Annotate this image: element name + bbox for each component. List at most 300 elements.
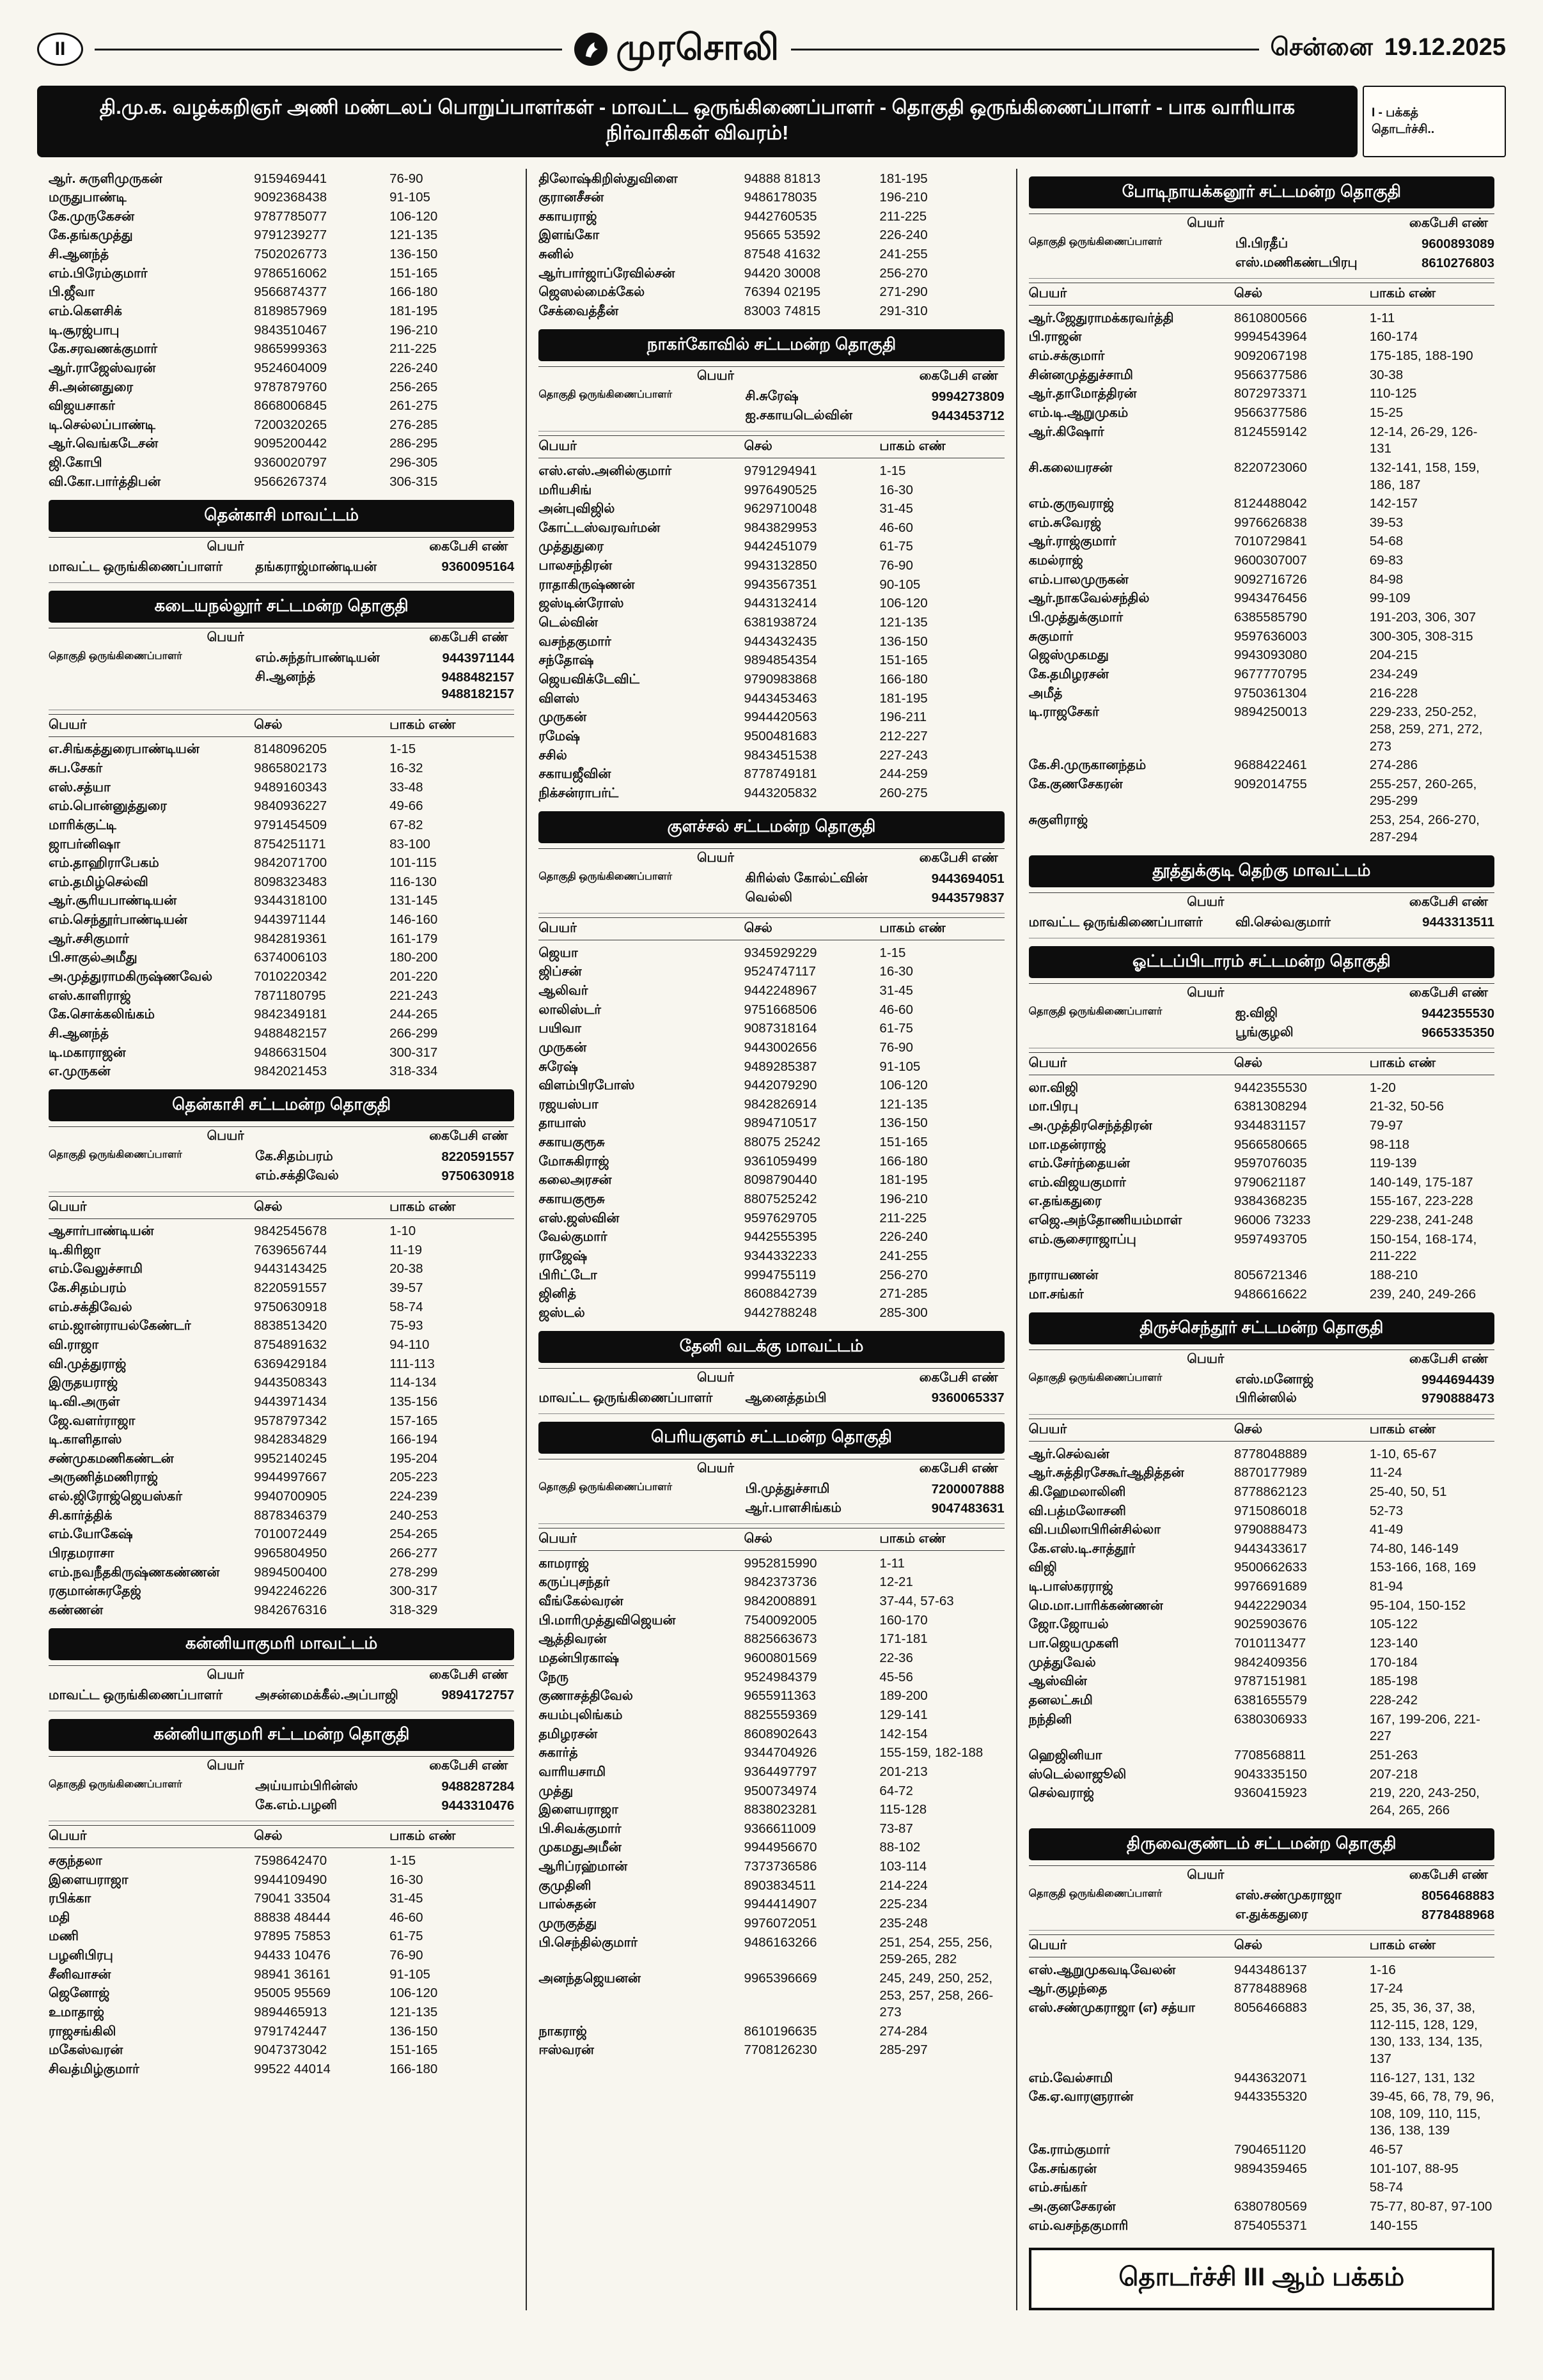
member-row <box>1029 1502 1494 1521</box>
district-coordinator-name: அசன்மைக்கீல்.அப்பாஜி <box>255 1688 398 1703</box>
member-phone: 8903834511 <box>744 1878 816 1893</box>
column-subheader <box>538 1459 1004 1479</box>
edition-date: 19.12.2025 <box>1384 34 1506 61</box>
member-name: சுகுளிராஜ் <box>1028 813 1088 828</box>
member-part-numbers: 151-165 <box>389 2042 438 2058</box>
member-row <box>538 1171 1004 1190</box>
coordinator-name: சி.சுரேஷ் <box>745 389 799 404</box>
member-phone: 8754891632 <box>254 1337 327 1352</box>
member-part-numbers: 216-228 <box>1369 685 1418 701</box>
member-row <box>49 1851 514 1871</box>
name-column-header: பெயர் <box>538 439 577 454</box>
member-row <box>538 1247 1004 1266</box>
member-row <box>1029 1980 1494 1999</box>
member-part-numbers: 181-195 <box>879 171 928 186</box>
member-phone: 9486631504 <box>254 1045 327 1060</box>
member-part-numbers: 256-265 <box>389 379 438 394</box>
member-part-numbers: 251, 254, 255, 256, 259-265, 282 <box>879 1934 993 1967</box>
member-row <box>1029 1784 1494 1820</box>
coordinator-phone <box>1422 236 1494 253</box>
member-phone: 7010220342 <box>254 969 327 984</box>
mobile-number-header: கைபேசி எண் <box>1409 985 1488 1000</box>
name-header: பெயர் <box>696 850 734 865</box>
member-part-numbers: 1-11 <box>879 1555 905 1571</box>
cell-column-header: செல் <box>1234 1938 1263 1953</box>
name-column-header: பெயர் <box>1028 1055 1067 1071</box>
member-row <box>49 397 514 416</box>
member-part-numbers: 285-297 <box>879 2042 928 2058</box>
coordinator-entries <box>1235 1372 1494 1408</box>
member-phone: 8610800566 <box>1234 310 1307 325</box>
member-row <box>49 740 514 759</box>
coordinator-name: பி.பிரதீப் <box>1235 236 1288 251</box>
member-row <box>538 1573 1004 1592</box>
member-phone: 9976626838 <box>1234 515 1307 530</box>
member-row <box>538 1876 1004 1895</box>
member-part-numbers: 166-180 <box>879 671 928 687</box>
member-phone: 8778048889 <box>1234 1446 1307 1461</box>
member-part-numbers: 261-275 <box>389 398 438 414</box>
member-row <box>538 1038 1004 1057</box>
coordinator-entry <box>1235 1390 1494 1408</box>
member-phone: 9443132414 <box>744 596 817 611</box>
coordinator-phone <box>932 1500 1005 1518</box>
member-phone: 6381308294 <box>1234 1099 1307 1114</box>
member-phone: 96006 73233 <box>1234 1213 1311 1228</box>
district-coordinator-block <box>49 537 514 583</box>
name-header: பெயர் <box>1187 1351 1225 1366</box>
part-column-header: பாகம் எண் <box>389 717 456 732</box>
member-phone: 8825663673 <box>744 1631 817 1647</box>
member-name: பா.ஜெயமுகளி <box>1028 1636 1119 1651</box>
member-row <box>538 651 1004 671</box>
mobile-number-header: கைபேசி எண் <box>919 1461 998 1476</box>
member-part-numbers: 121-135 <box>389 228 438 243</box>
member-part-numbers: 61-75 <box>389 1929 423 1944</box>
member-name: பி.சிவக்குமார் <box>538 1821 622 1836</box>
member-name: ஆஸ்வின் <box>1028 1674 1087 1689</box>
member-name: அருணித்மணிராஜ் <box>49 1470 159 1485</box>
member-row <box>1029 458 1494 494</box>
member-part-numbers: 121-135 <box>879 615 928 630</box>
member-row <box>49 207 514 226</box>
member-row <box>1029 1266 1494 1286</box>
cell-column-header: செல் <box>744 921 772 936</box>
phone-number: 8778488968 <box>1421 1907 1494 1922</box>
district-coordinator-phone: 9360065337 <box>931 1390 1005 1406</box>
member-row <box>538 1706 1004 1725</box>
member-phone: 9597629705 <box>744 1210 817 1225</box>
coordinator-entries <box>1235 236 1494 272</box>
section-header: தேனி வடக்கு மாவட்டம் <box>538 1331 1004 1363</box>
name-column-header: பெயர் <box>49 1199 87 1214</box>
member-name: கே.தமிழரசன் <box>1028 666 1109 681</box>
coordinator-entry <box>746 871 1005 888</box>
member-row <box>49 759 514 778</box>
member-part-numbers: 37-44, 57-63 <box>879 1594 954 1609</box>
member-row <box>538 727 1004 746</box>
member-name: ராஜசங்கிலி <box>49 2023 116 2039</box>
member-phone: 9790888473 <box>1234 1522 1307 1537</box>
member-part-numbers: 106-120 <box>879 596 928 611</box>
member-phone: 7010072449 <box>254 1527 327 1542</box>
member-name: ஹெஜினியா <box>1028 1747 1102 1762</box>
member-row <box>1029 423 1494 458</box>
coordinator-phone <box>1422 1888 1494 1905</box>
member-name: பி.முத்துக்குமார் <box>1028 610 1124 625</box>
member-part-numbers: 83-100 <box>389 836 430 852</box>
member-name: அ.முத்துராமகிருஷ்ணவேல் <box>49 969 213 984</box>
member-phone: 9894500400 <box>254 1564 327 1580</box>
member-row <box>538 944 1004 963</box>
member-phone: 9688422461 <box>1234 758 1307 773</box>
district-coordinator-row <box>1029 913 1494 934</box>
member-part-numbers: 75-93 <box>389 1318 423 1334</box>
constituency-coordinator-label: தொகுதி ஒருங்கிணைப்பாளர் <box>538 871 673 882</box>
cell-column-header: செல் <box>1234 1055 1263 1071</box>
coordinator-phone <box>1422 1025 1494 1042</box>
district-coordinator-name: ஆனைத்தம்பி <box>745 1390 827 1406</box>
member-phone: 9443002656 <box>744 1039 817 1055</box>
coordinator-phone <box>441 1778 514 1796</box>
member-phone: 9843829953 <box>744 520 817 535</box>
member-name: அனந்தஜெயனன் <box>538 1970 641 1986</box>
member-phone: 9791742447 <box>254 2023 327 2039</box>
member-part-numbers: 254-265 <box>389 1527 438 1542</box>
member-part-numbers: 39-57 <box>389 1280 423 1296</box>
member-part-numbers: 1-15 <box>389 1853 416 1868</box>
member-row <box>49 835 514 854</box>
name-header: பெயர் <box>207 1129 244 1144</box>
member-phone: 8778488968 <box>1234 1981 1307 1996</box>
member-phone: 9443453463 <box>744 690 817 706</box>
member-part-numbers: 58-74 <box>389 1299 423 1314</box>
member-phone: 83003 74815 <box>744 303 821 318</box>
name-header: பெயர் <box>696 1371 734 1385</box>
member-row <box>1029 1482 1494 1502</box>
member-part-numbers: 105-122 <box>1369 1617 1418 1632</box>
member-part-numbers: 1-15 <box>879 945 906 960</box>
member-phone: 9443205832 <box>744 785 817 800</box>
member-name: ஜிப்சன் <box>538 964 582 979</box>
member-part-numbers: 46-57 <box>1369 2142 1404 2158</box>
member-row <box>49 472 514 492</box>
member-row <box>538 765 1004 784</box>
member-name: டி.கிரிஜா <box>49 1242 101 1257</box>
member-name: கி.ஹேமலாலினி <box>1028 1484 1126 1499</box>
member-phone: 9578797342 <box>254 1413 327 1428</box>
mobile-number-header: கைபேசி எண் <box>919 1371 998 1385</box>
member-row <box>1029 1559 1494 1578</box>
member-phone: 9087318164 <box>744 1021 817 1036</box>
member-name: சி.அன்னதுரை <box>49 379 134 394</box>
part-column-header: பாகம் எண் <box>1369 1055 1436 1071</box>
member-row <box>1029 1653 1494 1672</box>
member-name: சகாயகுரூசு <box>538 1135 605 1150</box>
member-name: எஜெ.அந்தோணியம்மாள் <box>1028 1213 1182 1228</box>
coordinator-entries <box>746 1481 1005 1517</box>
list-column-headers <box>1029 283 1494 306</box>
member-name: நேரு <box>538 1669 569 1684</box>
member-name: எம்.வேலுச்சாமி <box>49 1261 143 1277</box>
member-part-numbers: 180-200 <box>389 950 438 965</box>
member-name: எ.முருகன் <box>49 1064 111 1079</box>
member-phone: 9500481683 <box>744 728 817 743</box>
member-row <box>49 435 514 454</box>
member-part-numbers: 166-194 <box>389 1432 438 1447</box>
member-part-numbers: 15-25 <box>1369 405 1404 420</box>
phone-number: 9488482157 <box>441 669 515 685</box>
constituency-coordinator-label: தொகுதி ஒருங்கிணைப்பாளர் <box>538 389 673 401</box>
member-name: எஸ்.சண்முகராஜா (எ) சத்யா <box>1028 2000 1195 2015</box>
member-phone: 9442760535 <box>744 208 817 224</box>
member-name: சுகார்த் <box>538 1745 578 1761</box>
member-part-numbers: 110-125 <box>1369 386 1417 401</box>
member-name: சகாயஜீவின் <box>538 766 611 782</box>
member-phone: 9943093080 <box>1234 648 1307 663</box>
member-name: கே.சரவணக்குமார் <box>49 341 158 357</box>
constituency-coordinator-block <box>538 848 1004 914</box>
member-name: எம்.பொன்னுத்துரை <box>49 798 167 814</box>
edition-info <box>1271 34 1506 65</box>
member-name: சகுந்தலா <box>49 1853 102 1868</box>
coordinator-entry <box>1235 1025 1494 1042</box>
member-name: மெ.மா.பாரிக்கண்ணன் <box>1028 1598 1163 1613</box>
rooster-emblem-icon <box>574 32 608 66</box>
member-name: சுயம்புலிங்கம் <box>538 1707 623 1722</box>
member-row <box>1029 385 1494 404</box>
member-part-numbers: 106-120 <box>389 1986 438 2001</box>
member-phone: 8754055371 <box>1234 2218 1307 2233</box>
member-part-numbers: 271-290 <box>879 284 928 300</box>
member-part-numbers: 166-180 <box>389 2061 438 2076</box>
member-phone: 9047373042 <box>254 2042 327 2058</box>
member-row <box>538 1077 1004 1096</box>
member-phone: 8807525242 <box>744 1192 817 1207</box>
member-row <box>538 784 1004 803</box>
member-row <box>538 1095 1004 1114</box>
member-phone: 8778749181 <box>744 766 817 782</box>
member-part-numbers: 181-195 <box>879 1172 928 1188</box>
member-name: காமராஜ் <box>538 1555 590 1571</box>
member-name: இளையராஜா <box>49 1872 129 1887</box>
member-part-numbers: 39-53 <box>1369 515 1404 530</box>
coordinator-name: பி.முத்துச்சாமி <box>745 1481 830 1497</box>
member-part-numbers: 274-286 <box>1369 758 1418 773</box>
member-name: லா.விஜி <box>1028 1080 1079 1095</box>
member-phone: 9486178035 <box>744 190 817 205</box>
member-row <box>1029 665 1494 684</box>
member-row <box>538 632 1004 651</box>
coordinator-name: சி.ஆனந்த் <box>255 669 316 684</box>
name-column-header: பெயர் <box>49 1828 87 1844</box>
member-row <box>1029 2141 1494 2160</box>
member-phone: 9597076035 <box>1234 1156 1307 1171</box>
coordinator-entries <box>255 650 514 703</box>
district-coordinator-block <box>49 1665 514 1711</box>
coordinator-entry <box>746 389 1005 406</box>
coordinator-phone <box>932 871 1005 888</box>
member-list <box>1029 1078 1494 1305</box>
constituency-coordinator-row <box>49 1777 514 1817</box>
section-header: தென்காசி சட்டமன்ற தொகுதி <box>49 1089 514 1121</box>
list-column-headers <box>538 435 1004 458</box>
member-phone: 9524747117 <box>744 964 816 979</box>
member-part-numbers: 181-195 <box>879 690 928 706</box>
page-number-badge: II <box>37 33 83 66</box>
cell-column-header: செல் <box>1234 1422 1263 1437</box>
member-name: சி.ஆனந்த் <box>49 1025 109 1041</box>
member-phone: 9500662633 <box>1234 1560 1307 1575</box>
column-subheader <box>538 366 1004 387</box>
member-row <box>49 1506 514 1525</box>
member-row <box>49 1043 514 1062</box>
member-name: எம்.பாலமுருகன் <box>1028 572 1129 587</box>
member-phone: 9715086018 <box>1234 1503 1307 1518</box>
constituency-coordinator-row <box>1029 1004 1494 1044</box>
member-phone: 8870177989 <box>1234 1465 1307 1481</box>
member-part-numbers: 286-295 <box>389 436 438 451</box>
constituency-coordinator-block <box>49 1126 514 1192</box>
member-phone: 9600801569 <box>744 1651 817 1666</box>
member-name: சி.கலையரசன் <box>1028 460 1113 475</box>
section-header: திருச்செந்தூர் சட்டமன்ற தொகுதி <box>1029 1312 1494 1344</box>
member-name: முருகன் <box>538 1039 587 1055</box>
constituency-coordinator-block <box>49 628 514 710</box>
phone-number: 9443971144 <box>442 650 515 665</box>
coordinator-entry <box>1235 236 1494 253</box>
column-subheader <box>49 1756 514 1777</box>
member-row <box>1029 328 1494 347</box>
member-phone: 9566267374 <box>254 474 327 489</box>
member-part-numbers: 129-141 <box>879 1707 928 1722</box>
section-header: ஓட்டப்பிடாரம் சட்டமன்ற தொகுதி <box>1029 946 1494 978</box>
member-row <box>1029 627 1494 646</box>
column-subheader <box>1029 892 1494 913</box>
member-name: சி.கார்த்திக் <box>49 1507 113 1523</box>
member-phone: 9894854354 <box>744 653 817 668</box>
name-header: பெயர் <box>696 369 734 384</box>
member-row <box>538 481 1004 500</box>
name-column-header: பெயர் <box>1028 1938 1067 1953</box>
member-row <box>49 1024 514 1043</box>
member-part-numbers: 241-255 <box>879 1248 928 1263</box>
member-part-numbers: 211-225 <box>879 1210 927 1225</box>
member-row <box>49 1488 514 1507</box>
member-part-numbers: 1-15 <box>879 463 906 478</box>
member-name: எல்.ஜிரோஜ்ஜெயஸ்கர் <box>49 1489 182 1504</box>
member-part-numbers: 161-179 <box>389 931 438 946</box>
constituency-coordinator-row <box>1029 1886 1494 1926</box>
member-name: சிவத்மிழ்குமார் <box>49 2061 139 2076</box>
member-name: எம்.வேல்சாமி <box>1028 2070 1113 2085</box>
member-part-numbers: 240-253 <box>389 1507 438 1523</box>
member-name: எம்.சங்கர் <box>1028 2180 1087 2195</box>
member-row <box>538 1895 1004 1915</box>
member-part-numbers: 22-36 <box>879 1651 913 1666</box>
member-phone: 9944414907 <box>744 1897 817 1912</box>
coordinator-phone <box>932 890 1005 907</box>
coordinator-name: எஸ்.சண்முகராஜா <box>1235 1887 1342 1902</box>
coordinator-entries <box>746 389 1005 424</box>
member-row <box>1029 703 1494 756</box>
section-header: குளச்சல் சட்டமன்ற தொகுதி <box>538 811 1004 843</box>
member-part-numbers: 61-75 <box>879 1021 913 1036</box>
name-header: பெயர் <box>696 1461 734 1476</box>
member-name: ஆர்பார்ஜாப்ரேவில்சன் <box>538 265 675 281</box>
member-name: பி.சாகுல்அமீது <box>49 950 137 965</box>
coordinator-entry <box>255 1149 514 1166</box>
cell-column-header: செல் <box>1234 286 1263 301</box>
member-phone: 8608842739 <box>744 1286 817 1302</box>
member-name: ஆர்.வெங்கடேசன் <box>49 436 159 451</box>
member-row <box>49 1890 514 1909</box>
member-name: வேல்குமார் <box>538 1229 607 1245</box>
member-name: அ.குனசேகரன் <box>1028 2199 1116 2214</box>
member-phone: 9092716726 <box>1234 572 1307 587</box>
member-name: விளஸ் <box>538 690 580 706</box>
coordinator-entry <box>746 408 1005 425</box>
member-part-numbers: 155-167, 223-228 <box>1369 1194 1473 1209</box>
member-phone: 8189857969 <box>254 303 327 318</box>
member-phone: 7200320265 <box>254 417 327 432</box>
member-row <box>1029 533 1494 552</box>
member-row <box>49 1222 514 1241</box>
member-part-numbers: 106-120 <box>879 1078 928 1093</box>
phone-number: 8220591557 <box>441 1149 515 1165</box>
member-phone: 9976490525 <box>744 482 817 497</box>
member-row <box>1029 366 1494 385</box>
member-row <box>49 340 514 359</box>
district-coordinator-label: மாவட்ட ஒருங்கிணைப்பாளர் <box>49 1688 223 1703</box>
constituency-coordinator-label: தொகுதி ஒருங்கிணைப்பாளர் <box>1028 1006 1163 1017</box>
member-row <box>1029 1192 1494 1211</box>
member-part-numbers: 205-223 <box>389 1470 438 1485</box>
member-row <box>49 2022 514 2041</box>
district-coordinator-phone: 9443313511 <box>1422 914 1494 929</box>
member-phone: 6381655579 <box>1234 1692 1307 1707</box>
member-part-numbers: 266-277 <box>389 1546 438 1561</box>
member-phone: 9655911363 <box>744 1688 816 1704</box>
member-phone: 95665 53592 <box>744 228 821 243</box>
member-phone: 98941 36161 <box>254 1966 331 1982</box>
member-phone: 9443486137 <box>1234 1962 1307 1977</box>
member-name: எம்.சக்திவேல் <box>49 1299 132 1314</box>
coordinator-entry <box>746 1500 1005 1518</box>
name-header: பெயர் <box>207 1759 244 1773</box>
member-phone: 9095200442 <box>254 436 327 451</box>
member-name: ஜோ.ஜோயல் <box>1028 1617 1109 1632</box>
member-row <box>49 169 514 189</box>
constituency-coordinator-block <box>1029 1865 1494 1931</box>
member-phone: 9750361304 <box>1234 685 1307 701</box>
member-name: ஆர்.ராஜேஸ்வரன் <box>49 360 156 375</box>
member-name: ரகுமான்சுரதேஜ் <box>49 1583 141 1599</box>
coordinator-phone <box>1422 1390 1494 1408</box>
member-row <box>538 1133 1004 1153</box>
member-phone: 9842008891 <box>744 1594 817 1609</box>
district-coordinator-label: மாவட்ட ஒருங்கிணைப்பாளர் <box>538 1390 713 1406</box>
member-row <box>49 1241 514 1260</box>
name-header: பெயர் <box>1187 985 1225 1000</box>
member-row <box>538 1801 1004 1820</box>
mobile-number-header: கைபேசி எண் <box>429 1668 508 1683</box>
district-coordinator-block <box>538 1368 1004 1414</box>
member-part-numbers: 94-110 <box>389 1337 430 1352</box>
member-phone: 9944109490 <box>254 1872 327 1887</box>
member-name: கே.ராம்குமார் <box>1028 2142 1110 2158</box>
member-name: கண்ணன் <box>49 1602 104 1617</box>
